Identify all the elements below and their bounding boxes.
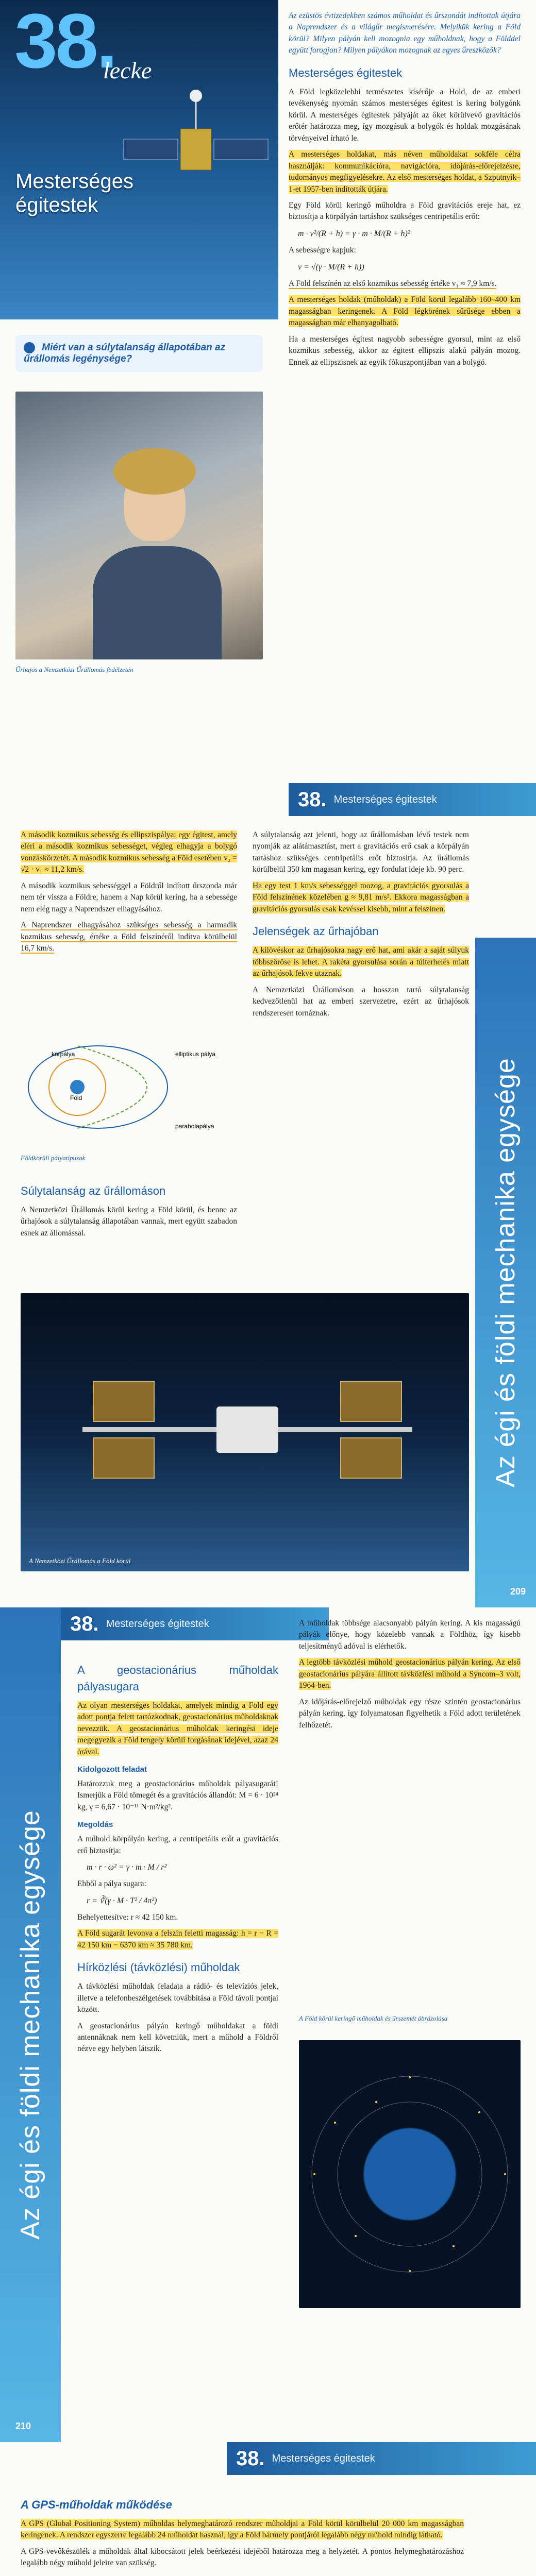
debris-caption: A Föld körül keringő műholdak és űrszemét ábrázolása <box>299 2014 448 2022</box>
paragraph: A súlytalanság azt jelenti, hogy az űrállomásban lévő testek nem nyomják az alátámasztást, mert a gravitációs erő csak a körpályán tartáshoz szükséges centripetális erőt biztosítja. Az űrállomás körülbelül 350 km magasan kering, egy fordulat ideje kb. 90 perc. <box>253 831 469 874</box>
page-number: 210 <box>15 2421 31 2431</box>
paragraph: Ha a mesterséges égitest nagyobb sebességre gyorsul, mint az első kozmikus sebesség, akkor az égitest ellipszis alakú pályán mozog. Ennek az ellipszisnek az egyik fókuszpontjában van a bolygó. <box>289 334 521 367</box>
paragraph: Az időjárás-előrejelző műholdak egy része szintén geostacionárius pályán kering, így folyamatosan figyelhetik a Föld adott területének felhőzetét. <box>299 1697 521 1730</box>
header-number: 38. <box>236 2447 265 2470</box>
paragraph <box>21 2518 464 2541</box>
paragraph <box>299 1657 521 1691</box>
page-209 <box>0 783 536 1607</box>
figure-caption: Földkörüli pályatípusok <box>21 1154 86 1162</box>
satellite-illustration <box>119 77 273 222</box>
iss-panel <box>93 1381 155 1422</box>
paragraph: A geostacionárius pályán keringő műholdakat a földi antennáknak nem kell követniük, mert a műhold a Földről nézve egy helyben látszik. <box>77 2021 278 2054</box>
paragraph: A távközlési műholdak feladata a rádió- és televíziós jelek, illetve a telefonbeszélgetések továbbítása a Föld távoli pontjai között. <box>77 1982 278 2014</box>
heading-gps: A GPS-műholdak működése <box>21 2498 172 2511</box>
highlight: A Föld sugarát levonva a felszín feletti magasság: h = r − R = 42 150 km − 6370 km ≈ 35 780 km. <box>77 1929 278 1950</box>
highlight: A GPS (Global Positioning System) műholdas helymeghatározó rendszer műholdjai a Föld körül körülbelül 20 000 km magasságban keringenek. A rendszer egyszerre legalább 24 műholdat használ, így a Föld bármely pontjáról legalább négy műhold mindig látható. <box>21 2519 464 2540</box>
iss-photo <box>21 1293 469 1571</box>
title-line-1: Mesterséges <box>15 170 133 193</box>
heading-mesterseges: Mesterséges égitestek <box>289 66 403 79</box>
left-column <box>21 829 237 959</box>
paragraph: Egy Föld körül keringő műholdra a Föld gravitációs ereje hat, ez biztosítja a körpályán tartáshoz szükséges centripetális erőt: <box>289 200 521 222</box>
paragraph: A Föld legközelebbi természetes kísérője a Hold, de az emberi tevékenység nyomán számos mesterséges égitest is kering bolygónk körül. A mesterséges égitestek pályáját az őket körülvevő gravitációs erőtér határozza meg, így mozgásuk a bolygók és holdak mozgásának törvényeivel írható le. <box>289 87 521 143</box>
underline: A Föld felszínén az első kozmikus sebesség értéke v₁ ≈ 7,9 km/s. <box>289 279 497 288</box>
header-label: Mesterséges égitestek <box>333 793 437 805</box>
paragraph <box>253 880 469 915</box>
page-header <box>227 2442 536 2475</box>
body-shape <box>93 546 222 659</box>
highlight: A második kozmikus sebesség és ellipszispálya: egy égitest, amely eléri a második kozmikus sebességet, végleg elhagyja a bolygó vonzáskörzetét. A második kozmikus sebesség a Föld esetében v₂ = √2 · v₁ ≈ 11,2 km/s. <box>21 831 237 874</box>
page-header <box>61 1607 329 1640</box>
right-column <box>299 1618 521 1736</box>
paragraph: A Nemzetközi Űrállomáson a hosszan tartó súlytalanság kedvezőtlenül hat az emberi szervezetre, ezért az űrhajósok rendszeresen tornáznak. <box>253 985 469 1018</box>
intro-text: Az ezüstös évtizedekben számos műholdat és űrszondát indítottak útjára a Naprendszer és a világűr megismerésére. Melyikük kering a Föld körül? Milyen pályán kell mozognia egy műholdnak, hogy a Földdel együtt forogjon? Milyen pályákon mozognak az egyes űreszközök? <box>289 11 521 55</box>
iss-panel <box>93 1437 155 1479</box>
hero-banner <box>0 0 278 319</box>
underline: A Naprendszer elhagyásához szükséges sebesség a harmadik kozmikus sebesség, értéke a Föld felszínéről indítva körülbelül 16,7 km/s. <box>21 921 237 953</box>
highlight: Az olyan mesterséges holdakat, amelyek mindig a Föld egy adott pontja felett tartózkodnak, geostacionárius műholdaknak nevezzük. A geostacionárius műholdak keringési ideje megegyezik a Föld tengely körüli forgásának idejével, azaz 24 órával. <box>77 1701 278 1756</box>
paragraph <box>289 149 521 195</box>
title-line-2: égitestek <box>15 194 98 216</box>
heading-geo: A geostacionárius műholdak pályasugara <box>77 1664 278 1693</box>
top-column <box>21 2488 464 2574</box>
page-header <box>289 783 536 816</box>
paragraph: A GPS-vevőkészülék a műholdak által kibocsátott jelek beérkezési idejéből határozza meg a helyzetét. A pontos helymeghatározáshoz legalább négy műhold jeleire van szükség. <box>21 2547 464 2568</box>
page-211 <box>0 2442 536 2576</box>
label-parabola: parabolapálya <box>175 1123 214 1130</box>
side-band-text: Az égi és földi mechanika egysége <box>491 1058 521 1487</box>
formula: m · v²/(R + h) = γ · m · M/(R + h)² <box>298 229 410 238</box>
formula: m · r · ω² = γ · m · M / r² <box>87 1862 167 1872</box>
label-fold: Föld <box>70 1094 82 1101</box>
astronaut-photo <box>15 392 263 659</box>
iss-panel <box>340 1381 402 1422</box>
header-label: Mesterséges égitestek <box>272 2452 375 2464</box>
paragraph: A Nemzetközi Űrállomás körül kering a Föld körül, és benne az űrhajósok a súlytalanság állapotában vannak, mert együtt szabadon esnek az állomással. <box>21 1205 237 1238</box>
page-208 <box>0 0 536 783</box>
debris-photo <box>299 2040 521 2308</box>
side-band <box>475 938 536 1607</box>
paragraph: A műhold körpályán kering, a centripetális erőt a gravitációs erő biztosítja: <box>77 1835 278 1855</box>
left-column-2 <box>21 1175 237 1244</box>
header-label: Mesterséges égitestek <box>106 1618 209 1630</box>
page-210 <box>0 1607 536 2442</box>
heading-tracking: Hírközlési (távközlési) műholdak <box>77 1961 240 1974</box>
paragraph <box>77 1700 278 1758</box>
orbit-figure <box>21 1025 237 1149</box>
paragraph: A műholdak többsége alacsonyabb pályán kering. A kis magasságú pályák előnye, hogy közelebb vannak a Földhöz, így kisebb teljesítményű adóval is elérhetők. <box>299 1619 521 1651</box>
lesson-word: lecke <box>103 57 152 83</box>
paragraph: A második kozmikus sebességgel a Földről indított űrszonda már nem tér vissza a Földre, hanem a Nap körül kering, ha a sebessége nem elég nagy a Naprendszer elhagyásához. <box>21 881 237 913</box>
paragraph: Ebből a pálya sugara: <box>77 1879 146 1889</box>
iss-caption: A Nemzetközi Űrállomás a Föld körül <box>29 1557 131 1565</box>
question-icon <box>24 342 35 353</box>
main-column <box>289 10 521 373</box>
header-number: 38. <box>298 788 327 811</box>
side-band <box>0 1607 61 2442</box>
highlight: A legtöbb távközlési műhold geostacionárius pályán kering. Az első geostacionárius pályára állított távközlési műhold a Syncom–3 volt, 1964-ben. <box>299 1658 521 1690</box>
header-number: 38. <box>70 1612 99 1635</box>
label-circle: körpálya <box>52 1050 75 1058</box>
paragraph <box>253 945 469 979</box>
heading-urhajo: Jelenségek az űrhajóban <box>253 925 379 938</box>
question-box <box>15 335 263 372</box>
heading-sulytalansag: Súlytalanság az űrállomáson <box>21 1184 166 1197</box>
lesson-number: 38. <box>14 0 116 84</box>
paragraph <box>289 294 521 329</box>
paragraph: A sebességre kapjuk: <box>289 246 356 255</box>
label-ellipse: elliptikus pálya <box>175 1050 216 1058</box>
highlight: A mesterséges holdak (műholdak) a Föld körül legalább 160–400 km magasságban keringenek. A Föld légkörének sűrűsége ebben a magasságban már elhanyagolható. <box>289 295 521 328</box>
highlight: A mesterséges holdakat, más néven műholdakat sokféle célra használják: kommunikációra, navigációra, időjárás-előrejelzésre, tudományos megfigyelésekre. Az első mesterséges holdat, a Szputnyik–1-et 1957-ben indították útjára. <box>289 150 521 194</box>
highlight: Ha egy test 1 km/s sebességgel mozog, a gravitációs gyorsulás a Föld felszínének közelében g ≈ 9,81 m/s². Ekkora magasságban a gravitációs gyorsulás csak kevéssel kisebb, mint a felszínen. <box>253 881 469 913</box>
hair-shape <box>113 448 196 495</box>
photo-caption: Űrhajós a Nemzetközi Űrállomás fedélzetén <box>15 666 133 673</box>
iss-module <box>216 1406 278 1453</box>
highlight: A kilövéskor az űrhajósokra nagy erő hat, ami akár a saját súlyuk többszöröse is lehet. A rakéta gyorsulása során a túlterhelés miatt az űrhajósok fekve utaznak. <box>253 946 469 978</box>
paragraph <box>289 278 521 290</box>
iss-panel <box>340 1437 402 1479</box>
page-number: 209 <box>510 1586 526 1597</box>
paragraph <box>21 829 237 876</box>
heading-task: Kidolgozott feladat <box>77 1765 147 1774</box>
paragraph <box>21 920 237 954</box>
left-column <box>77 1654 278 2060</box>
question-text: Miért van a súlytalanság állapotában az űrállomás legénysége? <box>24 342 226 365</box>
paragraph <box>77 1928 278 1951</box>
heading-solution: Megoldás <box>77 1820 113 1829</box>
task-text: Határozzuk meg a geostacionárius műholdak pályasugarát! Ismerjük a Föld tömegét és a gravitációs állandót: M = 6 · 10²⁴ kg, γ = 6,67 · 10⁻¹¹ N·m²/kg². <box>77 1779 278 1811</box>
formula: r = ∛(γ · M · T² / 4π²) <box>87 1896 157 1905</box>
right-column <box>253 829 469 1024</box>
formula: v = √(γ · M/(R + h)) <box>298 262 364 272</box>
orbit-dots <box>299 2040 521 2308</box>
side-band-text: Az égi és földi mechanika egysége <box>15 1810 45 2240</box>
paragraph: Behelyettesítve: r ≈ 42 150 km. <box>77 1912 178 1922</box>
